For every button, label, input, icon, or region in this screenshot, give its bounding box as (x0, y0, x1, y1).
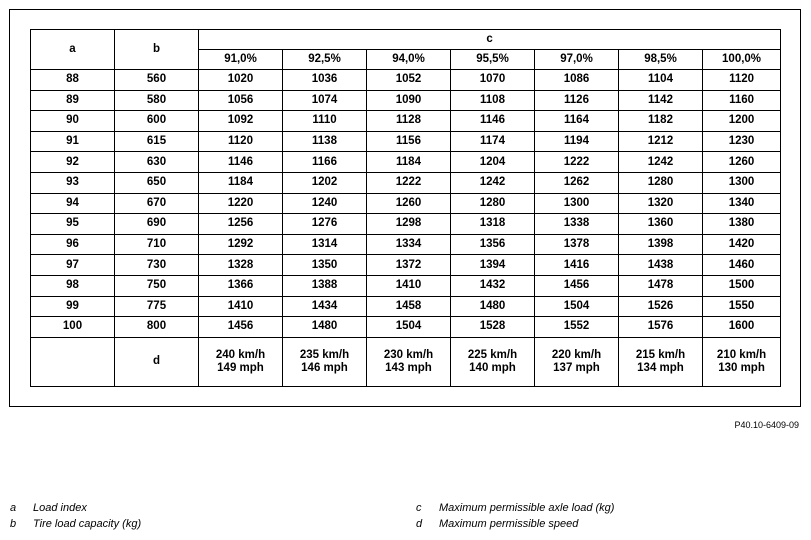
speed-cell (619, 337, 703, 386)
legend-key: a (10, 502, 17, 514)
percent-header: 100,0% (703, 50, 781, 70)
axle-load-cell: 1020 (199, 70, 283, 91)
speed-mph: 137 mph (553, 361, 600, 374)
axle-load-cell: 1056 (199, 90, 283, 111)
axle-load-cell: 1146 (451, 111, 535, 132)
figure-reference: P40.10-6409-09 (734, 420, 799, 430)
axle-load-cell: 1528 (451, 317, 535, 338)
speed-cell (367, 337, 451, 386)
axle-load-cell: 1164 (535, 111, 619, 132)
table-row (31, 255, 781, 276)
table-row (31, 111, 781, 132)
tire-capacity-cell: 775 (115, 296, 199, 317)
axle-load-cell: 1550 (703, 296, 781, 317)
legend-text: Tire load capacity (kg) (33, 518, 142, 530)
axle-load-cell: 1298 (367, 214, 451, 235)
axle-load-cell: 1314 (283, 234, 367, 255)
tire-capacity-cell: 710 (115, 234, 199, 255)
axle-load-cell: 1394 (451, 255, 535, 276)
axle-load-cell: 1240 (283, 193, 367, 214)
load-index-cell: 94 (31, 193, 115, 214)
axle-load-cell: 1220 (199, 193, 283, 214)
axle-load-cell: 1434 (283, 296, 367, 317)
legend-item-a (10, 500, 87, 516)
speed-mph: 130 mph (718, 361, 765, 374)
axle-load-cell: 1420 (703, 234, 781, 255)
axle-load-cell: 1456 (199, 317, 283, 338)
axle-load-cell: 1074 (283, 90, 367, 111)
group-c-header: c (199, 30, 781, 50)
axle-load-cell: 1256 (199, 214, 283, 235)
axle-load-cell: 1160 (703, 90, 781, 111)
axle-load-cell: 1338 (535, 214, 619, 235)
speed-mph: 143 mph (385, 361, 432, 374)
tire-capacity-cell: 730 (115, 255, 199, 276)
legend-text: Maximum permissible axle load (kg) (439, 502, 615, 514)
axle-load-cell: 1222 (535, 152, 619, 173)
axle-load-cell: 1318 (451, 214, 535, 235)
axle-load-cell: 1146 (199, 152, 283, 173)
speed-row (31, 337, 781, 386)
tire-capacity-cell: 615 (115, 131, 199, 152)
axle-load-cell: 1090 (367, 90, 451, 111)
axle-load-cell: 1398 (619, 234, 703, 255)
axle-load-cell: 1280 (619, 172, 703, 193)
speed-mph: 149 mph (217, 361, 264, 374)
tire-capacity-cell: 560 (115, 70, 199, 91)
load-index-cell: 90 (31, 111, 115, 132)
axle-load-cell: 1142 (619, 90, 703, 111)
axle-load-cell: 1526 (619, 296, 703, 317)
axle-load-cell: 1126 (535, 90, 619, 111)
speed-mph: 134 mph (637, 361, 684, 374)
table-frame (9, 9, 801, 407)
speed-cell (535, 337, 619, 386)
tire-capacity-cell: 690 (115, 214, 199, 235)
percent-header: 94,0% (367, 50, 451, 70)
axle-load-cell: 1366 (199, 275, 283, 296)
axle-load-cell: 1320 (619, 193, 703, 214)
load-index-cell: 88 (31, 70, 115, 91)
load-index-cell: 100 (31, 317, 115, 338)
axle-load-cell: 1552 (535, 317, 619, 338)
speed-mph: 146 mph (301, 361, 348, 374)
table-row (31, 90, 781, 111)
axle-load-cell: 1292 (199, 234, 283, 255)
axle-load-cell: 1184 (199, 172, 283, 193)
tire-capacity-cell: 600 (115, 111, 199, 132)
axle-load-cell: 1212 (619, 131, 703, 152)
table-row (31, 234, 781, 255)
axle-load-cell: 1372 (367, 255, 451, 276)
speed-kmh: 215 km/h (635, 348, 686, 361)
percent-header: 92,5% (283, 50, 367, 70)
axle-load-cell: 1110 (283, 111, 367, 132)
table-row (31, 70, 781, 91)
axle-load-cell: 1276 (283, 214, 367, 235)
axle-load-cell: 1480 (451, 296, 535, 317)
tire-capacity-cell: 670 (115, 193, 199, 214)
axle-load-cell: 1356 (451, 234, 535, 255)
table-row (31, 214, 781, 235)
axle-load-cell: 1416 (535, 255, 619, 276)
axle-load-cell: 1350 (283, 255, 367, 276)
axle-load-cell: 1202 (283, 172, 367, 193)
load-index-cell: 96 (31, 234, 115, 255)
speed-kmh: 210 km/h (716, 348, 767, 361)
load-index-cell: 91 (31, 131, 115, 152)
tire-capacity-cell: 750 (115, 275, 199, 296)
speed-cell (199, 337, 283, 386)
legend-text: Maximum permissible speed (439, 518, 579, 530)
axle-load-cell: 1260 (703, 152, 781, 173)
axle-load-cell: 1460 (703, 255, 781, 276)
legend-item-d (416, 516, 578, 532)
load-index-cell: 95 (31, 214, 115, 235)
axle-load-cell: 1300 (703, 172, 781, 193)
legend-key: c (416, 502, 422, 514)
axle-load-cell: 1480 (283, 317, 367, 338)
table-row (31, 172, 781, 193)
axle-load-cell: 1182 (619, 111, 703, 132)
axle-load-cell: 1242 (451, 172, 535, 193)
speed-cell (451, 337, 535, 386)
speed-kmh: 225 km/h (467, 348, 518, 361)
axle-load-cell: 1204 (451, 152, 535, 173)
col-b-header: b (115, 30, 199, 70)
speed-cell (703, 337, 781, 386)
col-a-header: a (31, 30, 115, 70)
axle-load-cell: 1242 (619, 152, 703, 173)
axle-load-cell: 1194 (535, 131, 619, 152)
axle-load-cell: 1128 (367, 111, 451, 132)
axle-load-cell: 1120 (703, 70, 781, 91)
speed-kmh: 240 km/h (215, 348, 266, 361)
axle-load-cell: 1166 (283, 152, 367, 173)
axle-load-cell: 1174 (451, 131, 535, 152)
percent-header: 97,0% (535, 50, 619, 70)
legend-item-b (10, 516, 141, 532)
load-index-cell: 97 (31, 255, 115, 276)
table-row (31, 296, 781, 317)
axle-load-cell: 1458 (367, 296, 451, 317)
axle-load-cell: 1340 (703, 193, 781, 214)
axle-load-cell: 1504 (535, 296, 619, 317)
axle-load-cell: 1432 (451, 275, 535, 296)
axle-load-cell: 1092 (199, 111, 283, 132)
legend-key: b (10, 518, 17, 530)
table-row (31, 152, 781, 173)
axle-load-cell: 1262 (535, 172, 619, 193)
load-index-cell: 99 (31, 296, 115, 317)
axle-load-cell: 1200 (703, 111, 781, 132)
tire-capacity-cell: 800 (115, 317, 199, 338)
legend-item-c (416, 500, 614, 516)
load-index-cell: 89 (31, 90, 115, 111)
speed-cell (283, 337, 367, 386)
axle-load-cell: 1456 (535, 275, 619, 296)
axle-load-cell: 1280 (451, 193, 535, 214)
table-row (31, 193, 781, 214)
axle-load-cell: 1120 (199, 131, 283, 152)
axle-load-cell: 1036 (283, 70, 367, 91)
speed-row-blank (31, 337, 115, 386)
load-index-cell: 92 (31, 152, 115, 173)
load-index-cell: 98 (31, 275, 115, 296)
speed-mph: 140 mph (469, 361, 516, 374)
axle-load-cell: 1328 (199, 255, 283, 276)
axle-load-cell: 1334 (367, 234, 451, 255)
table-row (31, 317, 781, 338)
axle-load-cell: 1052 (367, 70, 451, 91)
tire-capacity-cell: 650 (115, 172, 199, 193)
axle-load-cell: 1104 (619, 70, 703, 91)
speed-kmh: 230 km/h (383, 348, 434, 361)
axle-load-cell: 1478 (619, 275, 703, 296)
axle-load-cell: 1156 (367, 131, 451, 152)
axle-load-cell: 1378 (535, 234, 619, 255)
tire-capacity-cell: 630 (115, 152, 199, 173)
percent-header: 98,5% (619, 50, 703, 70)
legend-text: Load index (33, 502, 87, 514)
axle-load-cell: 1410 (367, 275, 451, 296)
load-table (30, 29, 781, 387)
axle-load-cell: 1300 (535, 193, 619, 214)
table-row (31, 275, 781, 296)
load-index-cell: 93 (31, 172, 115, 193)
axle-load-cell: 1438 (619, 255, 703, 276)
axle-load-cell: 1504 (367, 317, 451, 338)
axle-load-cell: 1230 (703, 131, 781, 152)
axle-load-cell: 1380 (703, 214, 781, 235)
axle-load-cell: 1500 (703, 275, 781, 296)
axle-load-cell: 1410 (199, 296, 283, 317)
axle-load-cell: 1070 (451, 70, 535, 91)
axle-load-cell: 1388 (283, 275, 367, 296)
axle-load-cell: 1138 (283, 131, 367, 152)
axle-load-cell: 1576 (619, 317, 703, 338)
legend-key: d (416, 518, 423, 530)
axle-load-cell: 1360 (619, 214, 703, 235)
axle-load-cell: 1086 (535, 70, 619, 91)
table-row (31, 131, 781, 152)
percent-header: 95,5% (451, 50, 535, 70)
axle-load-cell: 1184 (367, 152, 451, 173)
speed-row-label: d (115, 337, 199, 386)
speed-kmh: 220 km/h (551, 348, 602, 361)
axle-load-cell: 1222 (367, 172, 451, 193)
speed-kmh: 235 km/h (299, 348, 350, 361)
percent-header: 91,0% (199, 50, 283, 70)
axle-load-cell: 1600 (703, 317, 781, 338)
tire-capacity-cell: 580 (115, 90, 199, 111)
axle-load-cell: 1260 (367, 193, 451, 214)
axle-load-cell: 1108 (451, 90, 535, 111)
